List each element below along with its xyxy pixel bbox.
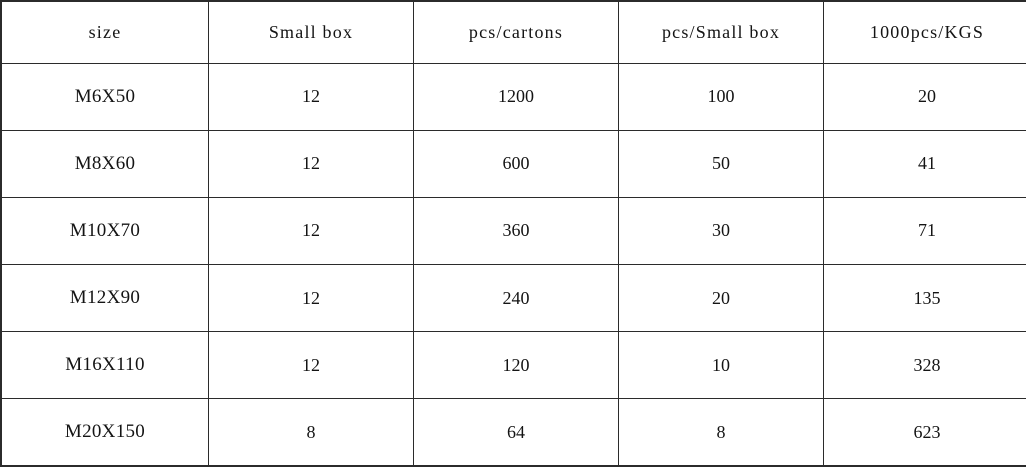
cell-pcs-cartons: 600 — [414, 130, 619, 197]
table-body — [1, 63, 1026, 466]
cell-pcs-small-box: 50 — [619, 130, 824, 197]
cell-size: M10X70 — [1, 197, 209, 264]
header-cell-1000pcs-kgs: 1000pcs/KGS — [824, 1, 1026, 63]
cell-size: M20X150 — [1, 399, 209, 466]
cell-pcs-small-box: 100 — [619, 63, 824, 130]
cell-pcs-small-box: 8 — [619, 399, 824, 466]
cell-size: M16X110 — [1, 332, 209, 399]
cell-small-box: 12 — [209, 130, 414, 197]
cell-pcs-cartons: 240 — [414, 264, 619, 331]
table-row — [1, 332, 1026, 399]
cell-1000pcs-kgs: 20 — [824, 63, 1026, 130]
cell-small-box: 12 — [209, 63, 414, 130]
cell-small-box: 12 — [209, 332, 414, 399]
cell-1000pcs-kgs: 41 — [824, 130, 1026, 197]
cell-size: M12X90 — [1, 264, 209, 331]
cell-size: M6X50 — [1, 63, 209, 130]
cell-small-box: 12 — [209, 197, 414, 264]
header-row — [1, 1, 1026, 63]
cell-1000pcs-kgs: 328 — [824, 332, 1026, 399]
cell-pcs-small-box: 30 — [619, 197, 824, 264]
cell-pcs-small-box: 10 — [619, 332, 824, 399]
cell-size: M8X60 — [1, 130, 209, 197]
table-row — [1, 264, 1026, 331]
cell-pcs-small-box: 20 — [619, 264, 824, 331]
cell-1000pcs-kgs: 71 — [824, 197, 1026, 264]
table-row — [1, 399, 1026, 466]
table-row — [1, 197, 1026, 264]
cell-1000pcs-kgs: 135 — [824, 264, 1026, 331]
cell-small-box: 8 — [209, 399, 414, 466]
cell-1000pcs-kgs: 623 — [824, 399, 1026, 466]
cell-small-box: 12 — [209, 264, 414, 331]
cell-pcs-cartons: 1200 — [414, 63, 619, 130]
cell-pcs-cartons: 64 — [414, 399, 619, 466]
cell-pcs-cartons: 360 — [414, 197, 619, 264]
table-header — [1, 1, 1026, 63]
cell-pcs-cartons: 120 — [414, 332, 619, 399]
table-row — [1, 130, 1026, 197]
header-cell-small-box: Small box — [209, 1, 414, 63]
header-cell-pcs-cartons: pcs/cartons — [414, 1, 619, 63]
table-row — [1, 63, 1026, 130]
header-cell-size: size — [1, 1, 209, 63]
header-cell-pcs-small-box: pcs/Small box — [619, 1, 824, 63]
